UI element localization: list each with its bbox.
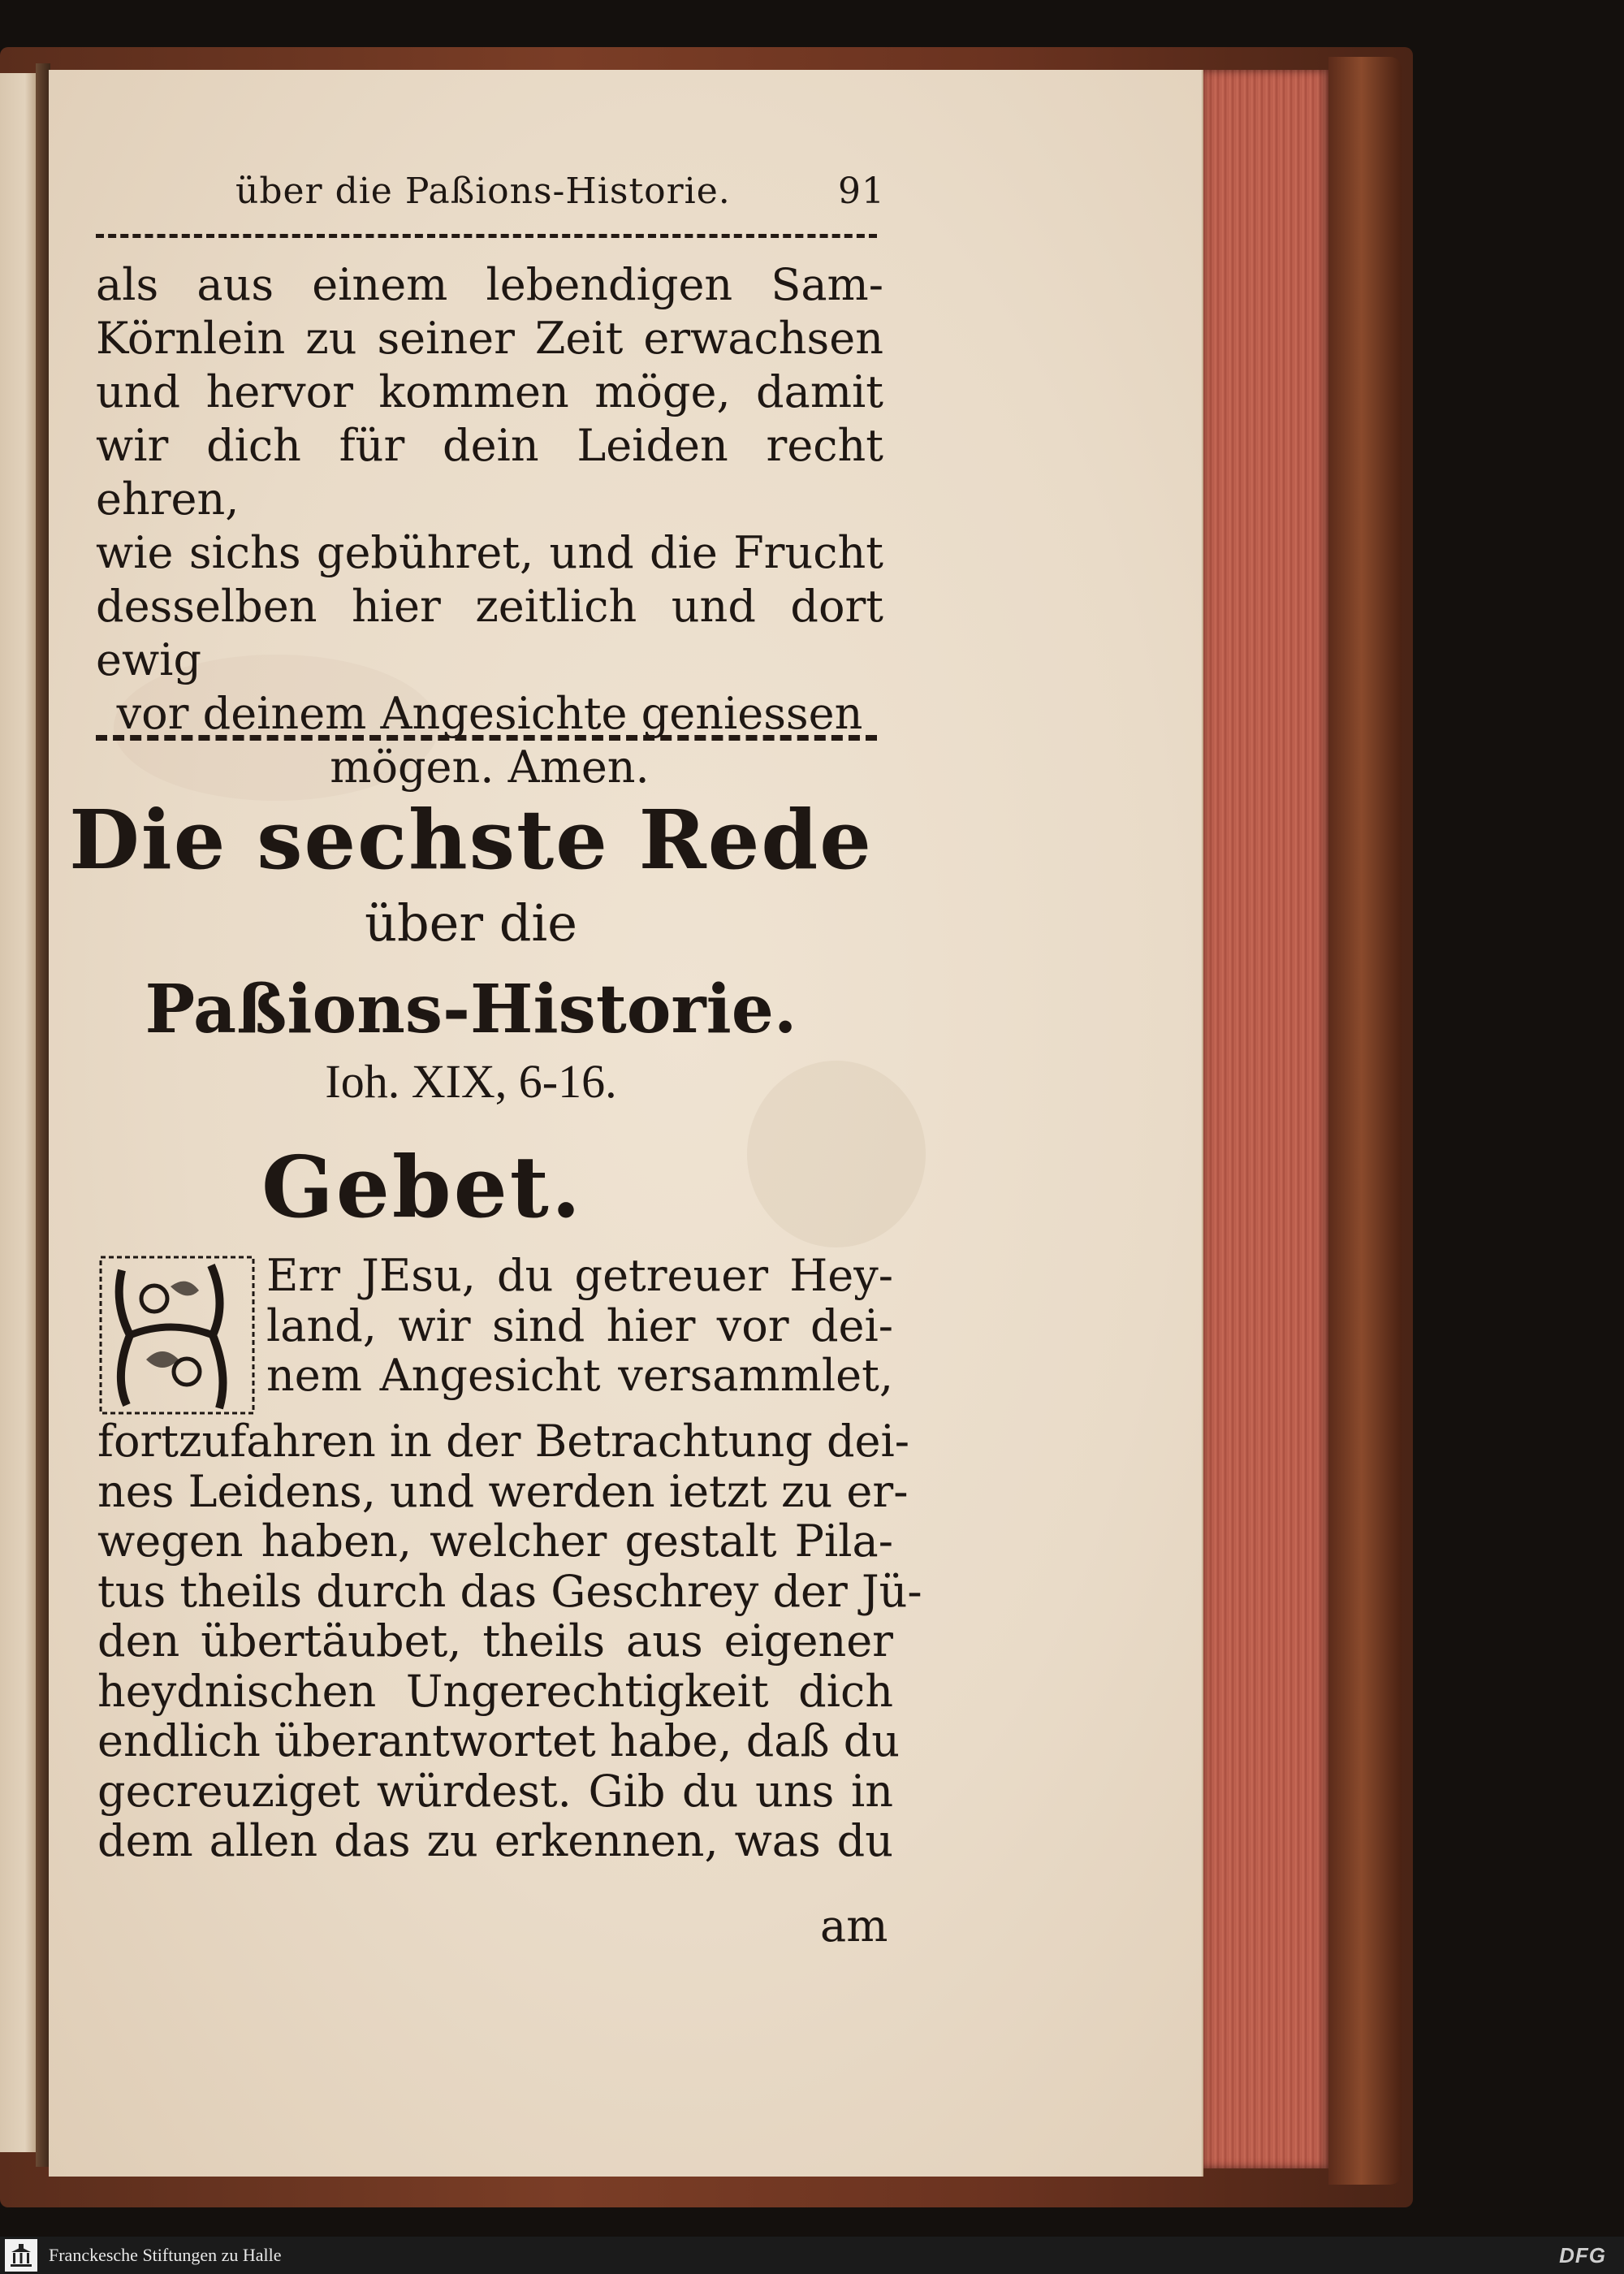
- prayer-line: heydnischen Ungerechtigkeit dich: [97, 1665, 893, 1717]
- header-rule: [96, 234, 877, 238]
- catchword: am: [820, 1900, 888, 1952]
- paragraph-line: wie sichs gebühret, und die Frucht: [96, 527, 883, 578]
- closing-paragraph: [96, 258, 883, 794]
- institution-logo-icon: [5, 2239, 37, 2272]
- prayer-heading: Gebet.: [261, 1137, 584, 1237]
- section-divider-rule: [96, 735, 877, 741]
- paragraph-line: mögen. Amen.: [330, 741, 650, 793]
- running-head-title: über die Paßions-Historie.: [235, 171, 731, 212]
- prayer-line: tus theils durch das Geschrey der Jü-: [97, 1565, 922, 1617]
- prayer-line: endlich überantwortet habe, daß du: [97, 1715, 901, 1766]
- footer-bar: [0, 2237, 1624, 2274]
- dfg-logo: DFG: [1559, 2242, 1606, 2268]
- prayer-line: nem Angesicht versammlet,: [266, 1350, 893, 1401]
- decorated-initial: [97, 1254, 257, 1416]
- section-subtitle: über die: [365, 893, 577, 953]
- paragraph-line: als aus einem lebendigen Sam-: [96, 259, 883, 310]
- section-title: Die sechste Rede: [69, 792, 873, 888]
- prayer-line: gecreuziget würdest. Gib du uns in: [97, 1765, 893, 1817]
- paragraph-line: vor deinem Angesichte geniessen: [116, 688, 863, 739]
- paragraph-line: desselben hier zeitlich und dort ewig: [96, 581, 883, 685]
- prayer-line: Err JEsu, du getreuer Hey-: [266, 1250, 893, 1301]
- prayer-line: fortzufahren in der Betrachtung dei-: [97, 1416, 910, 1467]
- paragraph-line: wir dich für dein Leiden recht ehren,: [96, 420, 883, 525]
- prayer-body: [97, 1250, 922, 1866]
- running-head: [235, 171, 885, 212]
- institution-name: Franckesche Stiftungen zu Halle: [49, 2245, 282, 2265]
- left-facing-page: [0, 73, 38, 2152]
- cover-edge: [1328, 57, 1402, 2185]
- paragraph-line: Körnlein zu seiner Zeit erwachsen: [96, 313, 883, 364]
- section-subject: Paßions-Historie.: [145, 971, 797, 1048]
- prayer-line: dem allen das zu erkennen, was du: [97, 1815, 893, 1866]
- paragraph-line: und hervor kommen möge, damit: [96, 366, 883, 417]
- scripture-reference: Ioh. XIX, 6-16.: [325, 1055, 617, 1108]
- prayer-line: nes Leidens, und werden ietzt zu er-: [97, 1465, 909, 1517]
- red-page-edges: [1199, 70, 1328, 2168]
- prayer-line: wegen haben, welcher gestalt Pila-: [97, 1515, 893, 1567]
- prayer-line: den übertäubet, theils aus eigener: [97, 1615, 893, 1667]
- page-number: 91: [838, 171, 885, 212]
- prayer-line: land, wir sind hier vor dei-: [266, 1299, 893, 1351]
